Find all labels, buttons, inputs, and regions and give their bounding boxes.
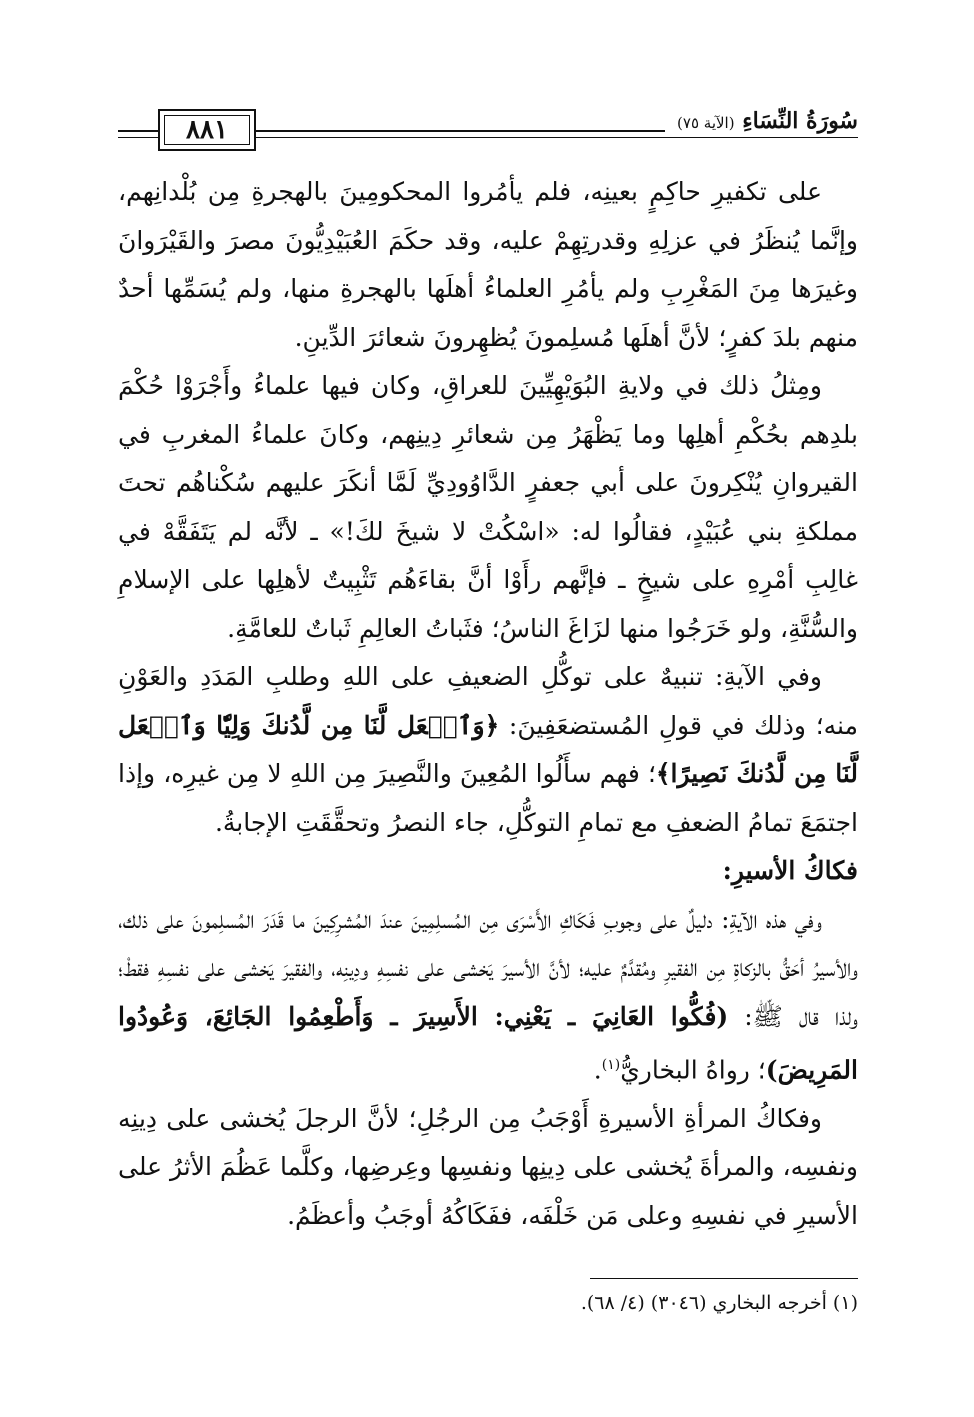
hadith-quote: (فُكُّوا العَانِيَ ـ يَعْنِي: الأَسِيرَ ـ وَأَطْعِمُوا الجَائِعَ، وَعُودُوا المَرِيضَ) — [118, 1001, 858, 1085]
paragraph-2: ومِثلُ ذلك في ولايةِ البُوَيْهِيِّينَ للعراقِ، وكان فيها علماءُ وأَجْرَوْا حُكْمَ بلدِهم بحُكْمِ أهلِها وما يَظْهَرُ مِن شعائرِ دِينِهم، وكانَ علماءُ المغربِ في القيروانِ يُنْكِرونَ على أبي جعفرٍ الدَّاوُودِيِّ لَمَّا أنكَرَ عليهم سُكْناهُم تحتَ مملكةِ بني عُبَيْدٍ، فقالُوا له: «اسْكُتْ لا شيخَ لكَ!» ـ لأنَّه لم يَتَفَقَّهْ في غالِبِ أمْرِهِ على شيخٍ ـ فإنَّهم رأَوْا أنَّ بقاءَهُم تَثْبِيتٌ لأهلِها على الإسلامِ والسُّنَّةِ، ولو خَرَجُوا منها لزَاغَ الناسُ؛ فثَباتُ العالِمِ ثَباتٌ للعامَّةِ. — [118, 371, 858, 643]
quran-quote: ﴿وَٱجۡعَل لَّنَا مِن لَّدُنكَ وَلِيّٗا وَٱجۡعَل لَّنَا مِن لَّدُنكَ نَصِيرًا﴾ — [118, 710, 858, 788]
page-number-box — [158, 109, 256, 151]
paragraph-4-text-c: . — [593, 1055, 602, 1085]
paragraph-3 — [118, 653, 858, 847]
footnote: (١) أخرجه البخاري (٣٠٤٦) (٤/ ٦٨). — [580, 1292, 858, 1314]
verse-reference: (الآية ٧٥) — [677, 114, 735, 132]
paragraph-1: على تكفيرِ حاكِمٍ بعينِه، فلم يأمُروا المحكومِينَ بالهجرةِ مِن بُلْدانِهم، وإنَّما يُنظَرُ في عزلِهِ وقدرتِهِمْ عليه، وقد حكَمَ العُبَيْدِيُّونَ مصرَ والقَيْرَوانَ وغيرَها مِنَ المَغْرِبِ ولم يأمُرِ العلماءُ أهلَها بالهجرةِ منها، ولم يُسَمِّها أحدٌ منهم بلدَ كفرٍ؛ لأنَّ أهلَها مُسلِمونَ يُظهِرونَ شعائرَ الدِّينِ. — [118, 177, 858, 352]
footnote-marker: (١) — [601, 1057, 621, 1073]
footnote-separator — [590, 1278, 858, 1279]
paragraph-3-text-a: وفي الآيةِ: تنبيهٌ على توكُّلِ الضعيفِ على اللهِ وطلبِ المَدَدِ والعَوْنِ منه؛ وذلك في قولِ المُستضعَفِينَ: — [118, 662, 858, 740]
paragraph-4-text-b: ؛ رواهُ البخاريُّ — [620, 1055, 766, 1085]
paragraph-4 — [118, 896, 858, 1095]
paragraph-4-text-a: وفي هذه الآيةِ: دليلٌ على وجوبِ فَكَاكِ الأَسْرَى مِن المُسلِمِينَ عندَ المُشرِكِينَ ما قَدَرَ المُسلِمونَ على ذلك، والأسيرُ أحَقُّ بالزكاةِ مِن الفقيرِ ومُقدَّمٌ عليه؛ لأنَّ الأسيرَ يَخشى على نفسِهِ ودِينِه، والفقيرَ يَخشى على نفسِهِ فقطْ؛ ولذا قال ﷺ: — [118, 904, 859, 1031]
page-header — [118, 104, 858, 162]
main-text — [118, 168, 858, 1240]
section-heading: فكاكُ الأسيرِ: — [722, 856, 858, 885]
running-title — [665, 108, 858, 134]
page-number: ٨٨١ — [186, 115, 228, 145]
surah-name: سُورَةُ النِّسَاءِ — [742, 108, 858, 134]
paragraph-3-text-b: ؛ فهم سأَلُوا المُعِينَ والنَّصِيرَ مِن اللهِ لا مِن غيرِه، وإذا اجتمَعَ تمامُ الضعفِ مع تمامِ التوكُّلِ، جاء النصرُ وتحقَّقَتِ الإجابةُ. — [118, 759, 858, 837]
paragraph-5: وفكاكُ المرأةِ الأسيرةِ أَوْجَبُ مِن الرجُلِ؛ لأنَّ الرجلَ يُخشى على دِينِه ونفسِه، والمرأةَ يُخشى على دِينِها ونفسِها وعِرضِها، وكلَّما عَظُمَ الأثرُ على الأسيرِ في نفسِهِ وعلى مَن خَلْفَه، ففَكَاكُهُ أوجَبُ وأعظَمُ. — [118, 1103, 858, 1230]
